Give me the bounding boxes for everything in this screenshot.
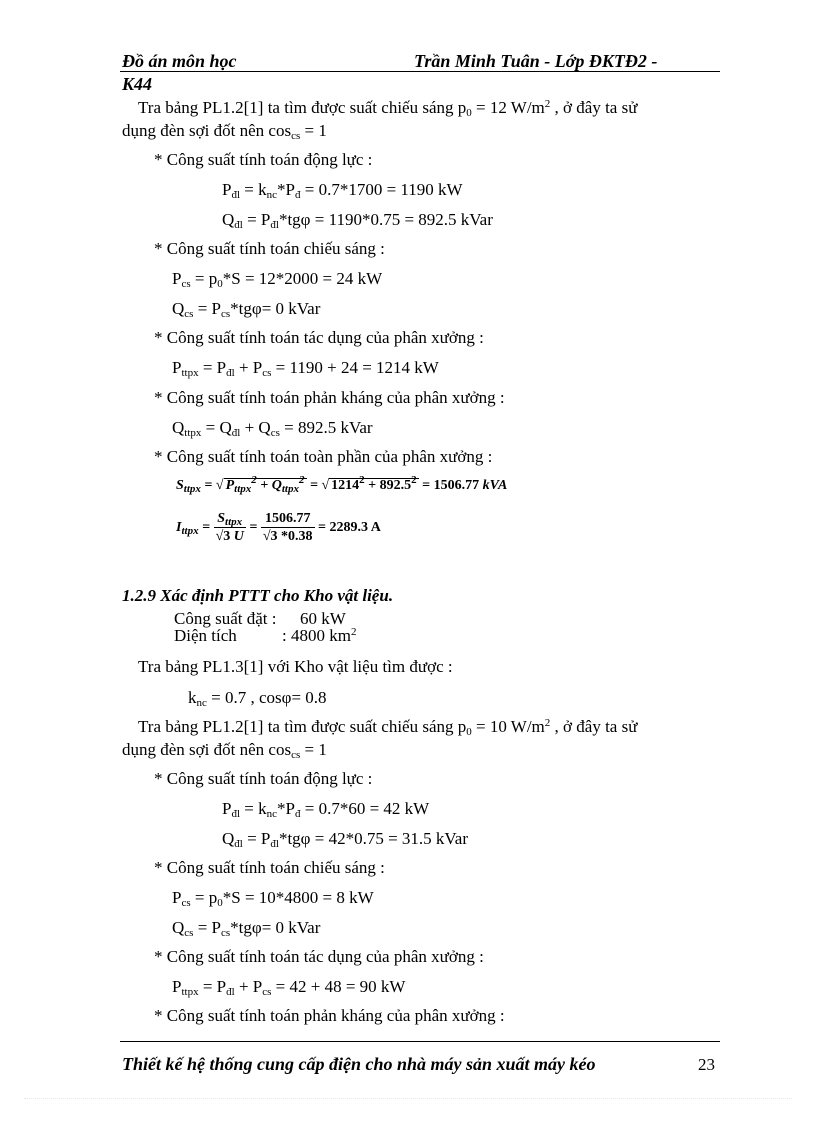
heading-chieu-sang-1: * Công suất tính toán chiếu sáng : [154,239,385,258]
formula-pdl-1: $P_{đl} = k_{nc}*P_đ = 0.7*1700 = 1190$ kW [222,180,463,201]
heading-tac-dung-2: * Công suất tính toán tác dụng của phân xưởng : [154,947,484,966]
heading-phan-khang-2: * Công suất tính toán phản kháng của phân xưởng : [154,1006,505,1025]
formula-knc: $k_{nc} = 0.7$ , cosφ= 0.8 [188,688,327,709]
formula-qttpx-1: $Q_{ttpx} = Q_{đl} + Q_{cs} = 892.5$ kVar [172,418,373,439]
formula-pttpx-1: $P_{ttpx} = P_{đl} + P_{cs} = 1190 + 24 = 1214$ kW [172,358,439,379]
paragraph-lighting-2: Tra bảng PL1.2[1] ta tìm được suất chiếu sáng $p_0 = 10$ $W/m^2$ , ở đây ta sử [138,717,638,738]
paragraph-lighting-1: Tra bảng PL1.2[1] ta tìm được suất chiếu sáng $p_0 = 12$ $W/m^2$ , ở đây ta sử [138,98,638,119]
header-continuation: K44 [122,74,153,94]
formula-pcs-1: $P_{cs} = p_0*S = 12*2000 = 24$ kW [172,269,383,290]
heading-tac-dung-1: * Công suất tính toán tác dụng của phân xưởng : [154,328,484,347]
footer-title: Thiết kế hệ thống cung cấp điện cho nhà máy sản xuất máy kéo [122,1054,596,1074]
formula-pttpx-2: $P_{ttpx} = P_{đl} + P_{cs} = 42 + 48 = 90$ kW [172,977,406,998]
heading-phan-khang-1: * Công suất tính toán phản kháng của phân xưởng : [154,388,505,407]
formula-qcs-2: $Q_{cs} = P_{cs}*tg\varphi= 0$ kVar [172,918,321,939]
header-rule [120,71,720,72]
header-right: Trần Minh Tuân - Lớp ĐKTĐ2 - [414,51,658,71]
header-left: Đồ án môn học [122,51,237,71]
footer-rule [120,1041,720,1042]
paragraph-lighting-1-cont: dụng đèn sợi đốt nên $\cos_{cs} = 1$ [122,121,327,142]
formula-s-ttpx: $S_{ttpx}$ = √ $P_{ttpx}^2 + Q_{ttpx}^2$ = √ $1214^2 + 892.5^2 = 1506.77$ kVA [176,474,508,495]
page-edge-divider [24,1098,792,1099]
heading-toan-phan-1: * Công suất tính toán toàn phần của phân xưởng : [154,447,493,466]
paragraph-pl13: Tra bảng PL1.3[1] với Kho vật liệu tìm được : [138,657,453,676]
cong-suat-dat-value: 60 kW [300,609,346,628]
formula-pcs-2: $P_{cs} = p_0*S = 10*4800 = 8$ kW [172,888,374,909]
section-title: 1.2.9 Xác định PTTT cho Kho vật liệu. [122,586,394,605]
heading-dong-luc-1: * Công suất tính toán động lực : [154,150,373,169]
cong-suat-dat-label: Công suất đặt : [174,609,277,628]
heading-dong-luc-2: * Công suất tính toán động lực : [154,769,373,788]
formula-qdl-2: $Q_{đl} = P_{đl}*tg\varphi = 42*0.75 = 31.5$ kVar [222,829,469,850]
page-number: 23 [698,1055,715,1074]
dien-tich-value: : 4800 $km^2$ [282,626,357,645]
formula-i-ttpx: $I_{ttpx}$ = $\frac{S_{ttpx}}{√3 U}$ = $\frac{1506.77}{√3 *0.38}$ = 2289.3 A [176,511,381,544]
formula-pdl-2: $P_{đl} = k_{nc}*P_đ = 0.7*60 = 42$ kW [222,799,430,820]
formula-qdl-1: $Q_{đl} = P_{đl}*tg\varphi = 1190*0.75 = 892.5$ kVar [222,210,493,231]
formula-qcs-1: $Q_{cs} = P_{cs}*tg\varphi= 0$ kVar [172,299,321,320]
heading-chieu-sang-2: * Công suất tính toán chiếu sáng : [154,858,385,877]
paragraph-lighting-2-cont: dụng đèn sợi đốt nên $\cos_{cs} = 1$ [122,740,327,761]
dien-tich-label: Diện tích [174,626,237,645]
